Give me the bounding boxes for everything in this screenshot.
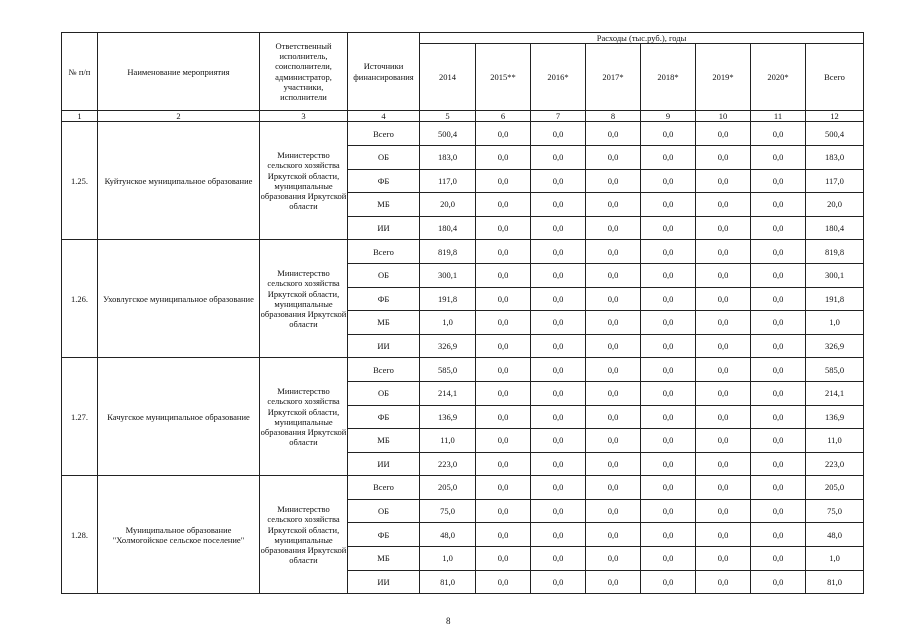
expense-value: 0,0 [641, 240, 696, 264]
funding-source: ИИ [348, 570, 420, 594]
expense-value: 48,0 [806, 523, 864, 547]
header-name: Наименование мероприятия [98, 33, 260, 111]
expense-value: 0,0 [586, 311, 641, 335]
expense-value: 0,0 [696, 499, 751, 523]
funding-source: ФБ [348, 523, 420, 547]
expense-value: 0,0 [586, 358, 641, 382]
column-number: 11 [751, 111, 806, 122]
expense-value: 136,9 [806, 405, 864, 429]
expense-value: 0,0 [751, 216, 806, 240]
expense-value: 0,0 [641, 476, 696, 500]
expense-value: 0,0 [751, 499, 806, 523]
expense-value: 223,0 [806, 452, 864, 476]
column-number: 6 [476, 111, 531, 122]
expense-value: 0,0 [641, 263, 696, 287]
expense-value: 0,0 [476, 523, 531, 547]
expense-value: 0,0 [696, 429, 751, 453]
expense-value: 0,0 [476, 476, 531, 500]
expense-value: 191,8 [806, 287, 864, 311]
expense-value: 0,0 [531, 499, 586, 523]
expense-value: 0,0 [476, 169, 531, 193]
expense-value: 81,0 [420, 570, 476, 594]
item-index: 1.25. [62, 122, 98, 240]
expense-value: 191,8 [420, 287, 476, 311]
expense-value: 20,0 [806, 193, 864, 217]
expense-value: 0,0 [476, 145, 531, 169]
expense-value: 180,4 [420, 216, 476, 240]
expense-value: 0,0 [586, 193, 641, 217]
expense-value: 0,0 [641, 311, 696, 335]
expense-value: 0,0 [531, 287, 586, 311]
expense-value: 0,0 [586, 334, 641, 358]
expense-value: 0,0 [476, 429, 531, 453]
expense-value: 117,0 [420, 169, 476, 193]
column-number: 8 [586, 111, 641, 122]
expense-value: 0,0 [696, 547, 751, 571]
column-number: 10 [696, 111, 751, 122]
funding-source: ОБ [348, 263, 420, 287]
expense-value: 0,0 [641, 145, 696, 169]
item-responsible: Министерство сельского хозяйства Иркутской области, муниципальные образования Иркутской области [260, 358, 348, 476]
expense-value: 0,0 [476, 381, 531, 405]
expense-value: 0,0 [531, 358, 586, 382]
expense-value: 0,0 [476, 240, 531, 264]
item-index: 1.28. [62, 476, 98, 594]
expense-value: 1,0 [806, 547, 864, 571]
expense-value: 0,0 [751, 145, 806, 169]
expense-value: 0,0 [696, 287, 751, 311]
funding-source: МБ [348, 311, 420, 335]
expense-value: 0,0 [751, 193, 806, 217]
expense-value: 0,0 [531, 193, 586, 217]
table-row [62, 122, 864, 146]
expense-value: 0,0 [751, 381, 806, 405]
expense-value: 0,0 [696, 240, 751, 264]
expense-value: 0,0 [586, 405, 641, 429]
expense-value: 0,0 [696, 145, 751, 169]
expense-value: 0,0 [531, 570, 586, 594]
expense-value: 180,4 [806, 216, 864, 240]
column-number: 4 [348, 111, 420, 122]
expense-value: 0,0 [476, 122, 531, 146]
expense-value: 0,0 [641, 570, 696, 594]
expense-value: 0,0 [696, 263, 751, 287]
expense-value: 500,4 [420, 122, 476, 146]
column-number: 12 [806, 111, 864, 122]
expense-value: 326,9 [420, 334, 476, 358]
funding-source: ИИ [348, 216, 420, 240]
expense-value: 0,0 [751, 169, 806, 193]
expense-value: 0,0 [641, 193, 696, 217]
expense-value: 0,0 [641, 169, 696, 193]
column-number: 5 [420, 111, 476, 122]
item-index: 1.27. [62, 358, 98, 476]
header-responsible: Ответственный исполнитель, соисполнители, администратор, участники, исполнители [260, 33, 348, 111]
expense-value: 0,0 [531, 311, 586, 335]
expense-value: 0,0 [476, 499, 531, 523]
expense-value: 11,0 [806, 429, 864, 453]
expense-value: 0,0 [696, 311, 751, 335]
expense-value: 48,0 [420, 523, 476, 547]
expense-value: 0,0 [751, 358, 806, 382]
expense-value: 117,0 [806, 169, 864, 193]
expense-value: 819,8 [806, 240, 864, 264]
item-name: Куйтунское муниципальное образование [98, 122, 260, 240]
header-year-7: Всего [806, 44, 864, 111]
expense-value: 0,0 [586, 381, 641, 405]
item-responsible: Министерство сельского хозяйства Иркутской области, муниципальные образования Иркутской области [260, 476, 348, 594]
item-name: Качугское муниципальное образование [98, 358, 260, 476]
expense-value: 0,0 [641, 287, 696, 311]
table-row [62, 240, 864, 264]
expense-value: 0,0 [641, 429, 696, 453]
item-index: 1.26. [62, 240, 98, 358]
expense-value: 75,0 [806, 499, 864, 523]
expense-value: 0,0 [586, 145, 641, 169]
expense-value: 0,0 [476, 193, 531, 217]
expense-value: 0,0 [641, 122, 696, 146]
funding-source: ИИ [348, 452, 420, 476]
expense-value: 0,0 [586, 523, 641, 547]
expense-value: 0,0 [476, 405, 531, 429]
expense-value: 0,0 [696, 169, 751, 193]
funding-source: ОБ [348, 145, 420, 169]
expense-value: 0,0 [586, 547, 641, 571]
expense-value: 0,0 [641, 358, 696, 382]
funding-source: МБ [348, 193, 420, 217]
funding-source: ОБ [348, 499, 420, 523]
expense-value: 0,0 [531, 405, 586, 429]
expense-value: 0,0 [586, 216, 641, 240]
funding-source: ФБ [348, 169, 420, 193]
expense-value: 0,0 [696, 523, 751, 547]
expense-value: 0,0 [696, 193, 751, 217]
expense-value: 819,8 [420, 240, 476, 264]
expense-value: 0,0 [641, 499, 696, 523]
funding-source: ОБ [348, 381, 420, 405]
expense-value: 0,0 [531, 240, 586, 264]
funding-source: ФБ [348, 287, 420, 311]
expense-value: 0,0 [751, 287, 806, 311]
funding-source: Всего [348, 240, 420, 264]
expense-value: 0,0 [751, 311, 806, 335]
header-year-1: 2015** [476, 44, 531, 111]
item-responsible: Министерство сельского хозяйства Иркутской области, муниципальные образования Иркутской области [260, 122, 348, 240]
expense-value: 0,0 [531, 334, 586, 358]
item-responsible: Министерство сельского хозяйства Иркутской области, муниципальные образования Иркутской области [260, 240, 348, 358]
expense-value: 205,0 [806, 476, 864, 500]
expense-value: 585,0 [806, 358, 864, 382]
expense-value: 0,0 [751, 452, 806, 476]
expense-value: 214,1 [420, 381, 476, 405]
expense-value: 0,0 [531, 523, 586, 547]
expense-value: 183,0 [806, 145, 864, 169]
expense-value: 0,0 [751, 523, 806, 547]
expense-value: 0,0 [586, 570, 641, 594]
expense-value: 585,0 [420, 358, 476, 382]
expense-value: 300,1 [420, 263, 476, 287]
expense-value: 0,0 [696, 334, 751, 358]
item-name: Муниципальное образование "Холмогойское сельское поселение" [98, 476, 260, 594]
expense-value: 0,0 [641, 547, 696, 571]
column-number: 9 [641, 111, 696, 122]
expense-value: 500,4 [806, 122, 864, 146]
expense-value: 0,0 [641, 452, 696, 476]
header-year-3: 2017* [586, 44, 641, 111]
header-num: № п/п [62, 33, 98, 111]
expense-value: 0,0 [751, 405, 806, 429]
expense-value: 1,0 [806, 311, 864, 335]
expense-value: 0,0 [751, 240, 806, 264]
expense-value: 0,0 [641, 523, 696, 547]
funding-source: Всего [348, 476, 420, 500]
expense-value: 0,0 [586, 476, 641, 500]
item-name: Уховлугское муниципальное образование [98, 240, 260, 358]
header-year-4: 2018* [641, 44, 696, 111]
expense-value: 183,0 [420, 145, 476, 169]
expense-value: 0,0 [586, 169, 641, 193]
expense-value: 0,0 [696, 381, 751, 405]
expense-value: 0,0 [696, 405, 751, 429]
column-number: 1 [62, 111, 98, 122]
expense-value: 300,1 [806, 263, 864, 287]
expense-value: 0,0 [641, 216, 696, 240]
expense-value: 81,0 [806, 570, 864, 594]
expense-value: 0,0 [586, 429, 641, 453]
header-year-0: 2014 [420, 44, 476, 111]
expense-value: 0,0 [476, 311, 531, 335]
header-year-6: 2020* [751, 44, 806, 111]
funding-source: Всего [348, 122, 420, 146]
expense-value: 0,0 [751, 334, 806, 358]
expense-value: 1,0 [420, 547, 476, 571]
table-row [62, 358, 864, 382]
expense-value: 0,0 [751, 547, 806, 571]
expense-value: 75,0 [420, 499, 476, 523]
expense-value: 0,0 [696, 452, 751, 476]
expense-value: 0,0 [476, 334, 531, 358]
column-number: 3 [260, 111, 348, 122]
column-number: 7 [531, 111, 586, 122]
funding-source: МБ [348, 429, 420, 453]
funding-source: Всего [348, 358, 420, 382]
budget-table [61, 32, 864, 594]
header-year-5: 2019* [696, 44, 751, 111]
expense-value: 0,0 [641, 405, 696, 429]
expense-value: 0,0 [751, 263, 806, 287]
expense-value: 0,0 [586, 122, 641, 146]
expense-value: 223,0 [420, 452, 476, 476]
expense-value: 0,0 [476, 287, 531, 311]
expense-value: 11,0 [420, 429, 476, 453]
expense-value: 0,0 [531, 263, 586, 287]
expense-value: 0,0 [751, 429, 806, 453]
expense-value: 0,0 [586, 263, 641, 287]
expense-value: 0,0 [531, 169, 586, 193]
expense-value: 0,0 [641, 381, 696, 405]
header-source: Источники финансирования [348, 33, 420, 111]
expense-value: 0,0 [476, 452, 531, 476]
expense-value: 0,0 [696, 122, 751, 146]
expense-value: 0,0 [696, 216, 751, 240]
header-expenses: Расходы (тыс.руб.), годы [420, 33, 864, 44]
funding-source: МБ [348, 547, 420, 571]
expense-value: 0,0 [751, 570, 806, 594]
expense-value: 0,0 [531, 145, 586, 169]
expense-value: 0,0 [476, 547, 531, 571]
expense-value: 0,0 [531, 476, 586, 500]
expense-value: 0,0 [531, 452, 586, 476]
expense-value: 0,0 [531, 216, 586, 240]
expense-value: 0,0 [476, 216, 531, 240]
expense-value: 0,0 [531, 429, 586, 453]
expense-value: 0,0 [531, 381, 586, 405]
expense-value: 0,0 [586, 240, 641, 264]
column-number: 2 [98, 111, 260, 122]
expense-value: 214,1 [806, 381, 864, 405]
expense-value: 205,0 [420, 476, 476, 500]
expense-value: 326,9 [806, 334, 864, 358]
expense-value: 1,0 [420, 311, 476, 335]
expense-value: 136,9 [420, 405, 476, 429]
expense-value: 0,0 [586, 499, 641, 523]
page-number: 8 [446, 616, 451, 626]
funding-source: ФБ [348, 405, 420, 429]
expense-value: 0,0 [531, 122, 586, 146]
expense-value: 0,0 [531, 547, 586, 571]
expense-value: 0,0 [696, 570, 751, 594]
expense-value: 0,0 [696, 476, 751, 500]
expense-value: 0,0 [696, 358, 751, 382]
funding-source: ИИ [348, 334, 420, 358]
expense-value: 0,0 [476, 263, 531, 287]
expense-value: 20,0 [420, 193, 476, 217]
header-year-2: 2016* [531, 44, 586, 111]
expense-value: 0,0 [751, 122, 806, 146]
expense-value: 0,0 [586, 452, 641, 476]
table-row [62, 476, 864, 500]
expense-value: 0,0 [476, 358, 531, 382]
expense-value: 0,0 [586, 287, 641, 311]
expense-value: 0,0 [751, 476, 806, 500]
expense-value: 0,0 [476, 570, 531, 594]
expense-value: 0,0 [641, 334, 696, 358]
